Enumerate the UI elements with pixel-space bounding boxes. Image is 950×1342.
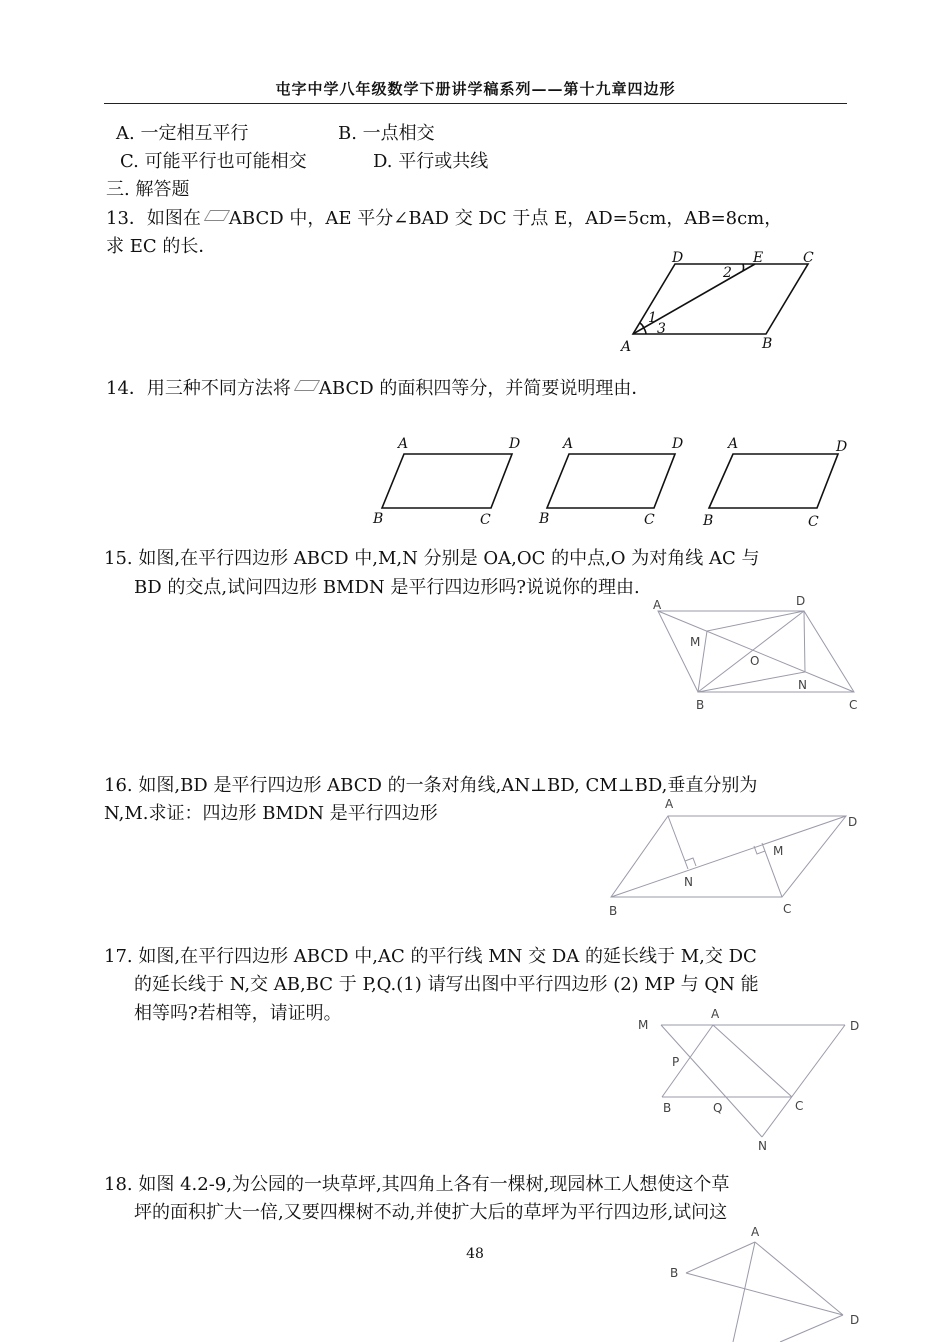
q13-label-c: C [803, 250, 814, 266]
q17-line-3: 相等吗?若相等，请证明。 [134, 1003, 342, 1024]
q14-fig1-label-b: B [373, 511, 384, 527]
q18-side-bd [686, 1273, 843, 1315]
q13-label-d: D [672, 250, 684, 266]
q18-line-2: 坪的面积扩大一倍,又要四棵树不动,并使扩大后的草坪为平行四边形,试问这 [134, 1202, 728, 1223]
q16-label-b: B [609, 904, 618, 918]
q18-label-d: D [850, 1313, 860, 1327]
q17-line-1: 17. 如图,在平行四边形 ABCD 中,AC 的平行线 MN 交 DA 的延长线于 M,交 DC [104, 946, 757, 967]
q17-label-d: D [850, 1019, 860, 1033]
q14-fig2-label-a: A [563, 436, 574, 452]
q13-label-a: A [621, 339, 632, 355]
q18-label-a: A [751, 1225, 760, 1239]
q16-label-d: D [848, 815, 858, 829]
q14-fig2-label-c: C [644, 512, 655, 528]
q14-fig3-label-b: B [703, 513, 714, 529]
q16-line-2: N,M.求证：四边形 BMDN 是平行四边形 [104, 803, 438, 824]
q12-option-b: B. 一点相交 [338, 123, 435, 144]
q17-label-b: B [663, 1101, 672, 1115]
q14-fig1-label-d: D [509, 436, 521, 452]
q18-line-1: 18. 如图 4.2-9,为公园的一块草坪,其四角上各有一棵树,现园林工人想使这个草 [104, 1174, 730, 1195]
q14-prefix: 14．用三种不同方法将 [106, 378, 291, 399]
q14-rest: ABCD 的面积四等分，并简要说明理由． [318, 378, 650, 399]
q13-label-e: E [753, 250, 764, 266]
q18-side-ad [755, 1242, 843, 1315]
page-header-title: 屯字中学八年级数学下册讲学稿系列——第十九章四边形 [275, 80, 676, 98]
q14-fig3-label-d: D [836, 439, 848, 455]
q13-prefix: 13．如图在 [106, 208, 201, 229]
q17-line-2: 的延长线于 N,交 AB,BC 于 P,Q.(1) 请写出图中平行四边形 (2) MP 与 QN 能 [134, 974, 759, 995]
q14-fig2-label-d: D [672, 436, 684, 452]
q16-label-a: A [665, 797, 674, 811]
q15-line-2: BD 的交点,试问四边形 BMDN 是平行四边形吗?说说你的理由. [134, 577, 640, 598]
q17-label-a: A [711, 1007, 720, 1021]
q17-label-n: N [758, 1139, 767, 1153]
q13-line-2: 求 EC 的长． [106, 236, 217, 257]
q16-line-1: 16. 如图,BD 是平行四边形 ABCD 的一条对角线,AN⊥BD, CM⊥BD,垂直分别为 [104, 775, 758, 796]
q13-label-1: 1 [648, 310, 657, 326]
q18-label-b: B [670, 1266, 679, 1280]
q14-fig3-label-a: A [728, 436, 739, 452]
q16-label-m: M [773, 844, 784, 858]
q12-option-d: D. 平行或共线 [373, 151, 489, 172]
q15-label-d: D [796, 594, 806, 608]
q14-fig2-label-b: B [539, 511, 550, 527]
q14-fig1-label-c: C [480, 512, 491, 528]
q12-option-a: A. 一定相互平行 [116, 123, 249, 144]
q15-label-m: M [690, 635, 701, 649]
q15-line-1: 15. 如图,在平行四边形 ABCD 中,M,N 分别是 OA,OC 的中点,O 为对角线 AC 与 [104, 548, 760, 569]
q18-side-ab [686, 1242, 755, 1273]
q18-segment-d-down [780, 1315, 843, 1342]
q15-label-a: A [653, 598, 662, 612]
section-title: 三. 解答题 [106, 179, 190, 200]
q14-fig3-label-c: C [808, 514, 819, 530]
q15-label-o: O [750, 654, 760, 668]
q17-label-q: Q [713, 1101, 723, 1115]
q15-label-b: B [696, 698, 705, 712]
q17-label-c: C [795, 1099, 804, 1113]
q13-rest: ABCD 中，AE 平分∠BAD 交 DC 于点 E，AD=5cm，AB=8cm， [228, 208, 783, 229]
q15-label-c: C [849, 698, 858, 712]
q16-label-c: C [783, 902, 792, 916]
q15-label-n: N [798, 678, 807, 692]
q17-label-p: P [672, 1055, 680, 1069]
q16-label-n: N [684, 875, 693, 889]
q18-segment-a-down [733, 1242, 755, 1342]
q14-fig1-label-a: A [398, 436, 409, 452]
q12-option-c: C. 可能平行也可能相交 [120, 151, 307, 172]
q17-label-m: M [638, 1018, 649, 1032]
q13-label-b: B [762, 336, 773, 352]
q13-label-2: 2 [723, 265, 732, 281]
q13-label-3: 3 [657, 321, 666, 337]
page-number: 48 [466, 1246, 484, 1262]
